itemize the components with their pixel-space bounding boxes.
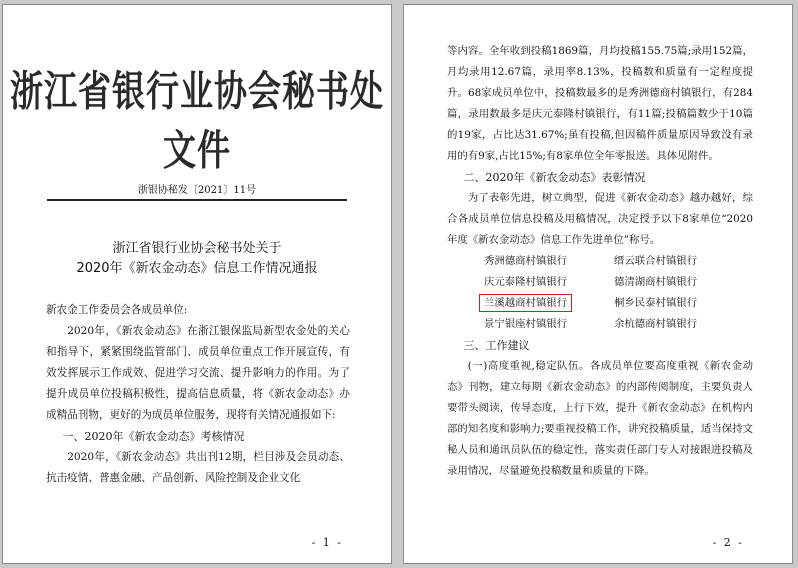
page-number: - 1 - [311,536,343,549]
section-heading-1: 一、2020年《新农金动态》考核情况 [62,430,245,443]
award-unit: 秀洲德商村镇银行 [484,255,568,267]
intro-paragraph: 2020年，《新农金动态》在浙江银保监局新型农金处的关心和指导下，紧紧围绕监管部门、成员单位重点工作开展宣传，有效发挥展示工作成效、促进学习交流、提升影响力的作用。为了提升成员单位投稿积极性，提高信息质量，将《新农金动态》办成精品刊物，更好的为成员单位服务，现将有关情况通报如下: [46,325,350,421]
award-unit [484,293,614,314]
notice-title-line-1: 浙江省银行业协会秘书处关于 [112,241,282,256]
salutation: 新农金工作委员会各成员单位: [46,304,188,316]
award-unit: 余杭德商村镇银行 [614,318,698,330]
section-heading-2: 二、2020年《新农金动态》表彰情况 [463,171,646,184]
assessment-paragraph-continued: 等内容。全年收到投稿1869篇，月均投稿155.75篇;录用152篇，月均录用12.67篇，录用率8.13%，投稿数和质量有一定程度提升。68家成员单位中，投稿数最多的是秀洲德商村镇银行，有284篇，录用数最多是庆元泰隆村镇银行，有11篇;投稿篇数少于10篇的19家，占比达31.67%;虽有投稿,但因稿件质量原因导致没有录用的有9家,占比15%;有8家单位全年零报送。具体见附件。 [447,45,753,162]
notice-title-line-2: 2020年《新农金动态》信息工作情况通报 [76,261,318,276]
org-header-title: 浙江省银行业协会秘书处文件 [10,66,384,175]
document-page-1 [2,4,392,564]
award-unit: 桐乡民泰村镇银行 [614,297,698,309]
document-number: 浙银协秘发〔2021〕11号 [137,185,257,196]
page-2-body [447,41,753,482]
page-1-body [46,300,350,489]
award-unit-list [484,251,753,335]
section-heading-3: 三、工作建议 [463,339,530,352]
award-paragraph: 为了表彰先进，树立典型，促进《新农金动态》越办越好，综合各成员单位信息投稿及用稿情况，决定授予以下8家单位“2020年度《新农金动态》信息工作先进单位”称号。 [447,192,753,246]
award-unit: 景宁银座村镇银行 [484,318,568,330]
award-unit: 德清湖商村镇银行 [614,276,698,288]
assessment-paragraph: 2020年，《新农金动态》共出刊12期，栏目涉及会员动态、抗击疫情、普惠金融、产品创新、风险控制及企业文化 [46,451,350,484]
document-page-2 [403,4,793,564]
notice-title [3,239,391,279]
award-unit: 缙云联合村镇银行 [614,255,698,267]
suggestion-paragraph: (一)高度重视,稳定队伍。各成员单位要高度重视《新农金动态》刊物，建立每期《新农金动态》的内部传阅制度，主要负责人要带头阅读，传导态度，上行下效，提升《新农金动态》在机构内部的知名度和影响力;要重视投稿工作，讲究投稿质量，适当保持文秘人员和通讯员队伍的稳定性，落实责任部门专人对接跟进投稿及录用情况，尽量避免投稿数量和质量的下降。 [447,360,753,477]
page-number: - 2 - [712,536,744,549]
award-unit: 庆元泰隆村镇银行 [484,276,568,288]
highlighted-award-unit: 兰溪越商村镇银行 [479,294,572,312]
header-divider [47,199,347,201]
